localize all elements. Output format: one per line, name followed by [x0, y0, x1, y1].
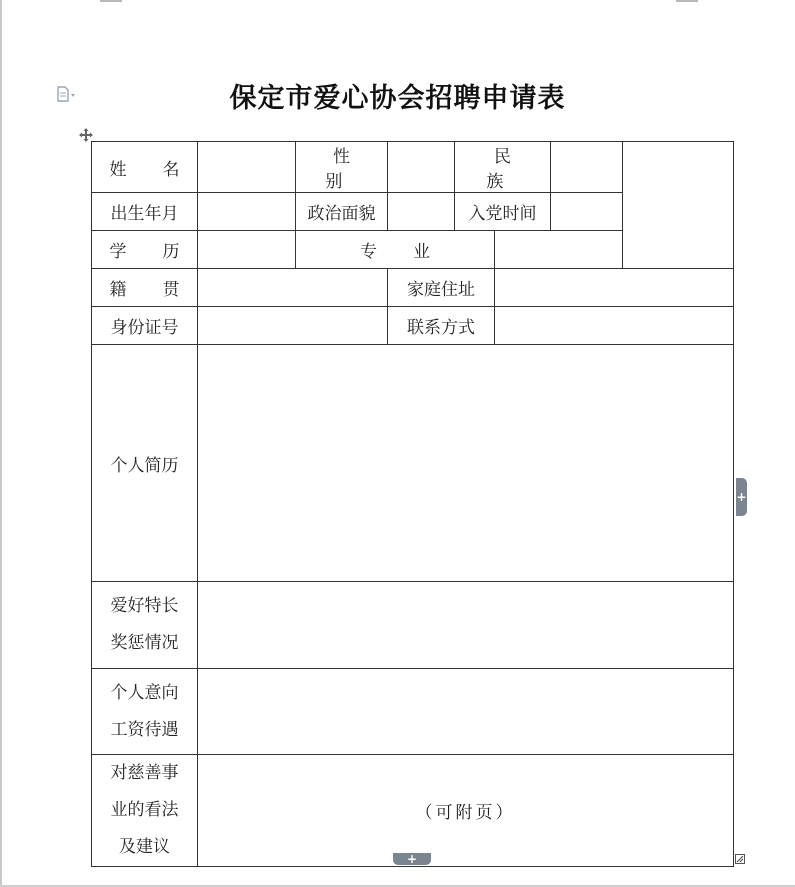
photo-cell[interactable]: [623, 142, 734, 269]
birth-label: 出生年月: [92, 193, 198, 231]
id-field[interactable]: [198, 307, 388, 345]
add-row-button[interactable]: +: [393, 853, 431, 865]
charity-label-line3: 及建议: [119, 837, 170, 857]
origin-field[interactable]: [198, 269, 388, 307]
education-field[interactable]: [198, 231, 296, 269]
application-form-table: [91, 141, 734, 867]
table-resize-icon[interactable]: [735, 854, 745, 864]
charity-label-line1: 对慈善事: [110, 763, 179, 783]
major-field[interactable]: [495, 231, 623, 269]
birth-field[interactable]: [198, 193, 296, 231]
contact-field[interactable]: [495, 307, 734, 345]
margin-mark-left: [100, 0, 122, 2]
charity-field[interactable]: [198, 755, 734, 867]
intent-label-line2: 工资待遇: [110, 719, 179, 740]
gender-label: 性 别: [296, 142, 388, 193]
origin-label: 籍 贯: [92, 269, 198, 307]
gender-field[interactable]: [388, 142, 455, 193]
political-field[interactable]: [388, 193, 455, 231]
charity-label: [92, 755, 198, 867]
name-field[interactable]: [198, 142, 296, 193]
party-field[interactable]: [551, 193, 623, 231]
address-label: 家庭住址: [388, 269, 495, 307]
margin-mark-right: [676, 0, 698, 2]
political-label: 政治面貌: [296, 193, 388, 231]
address-field[interactable]: [495, 269, 734, 307]
ethnicity-label: 民 族: [455, 142, 551, 193]
education-label: 学 历: [92, 231, 198, 269]
hobby-label-line2: 奖惩情况: [110, 633, 179, 653]
party-label: 入党时间: [455, 193, 551, 231]
intent-field[interactable]: [198, 669, 734, 755]
name-label: 姓 名: [92, 142, 198, 193]
hobby-label: [92, 582, 198, 669]
intent-label: [92, 669, 198, 755]
add-column-button[interactable]: +: [736, 478, 747, 516]
charity-label-line2: 业的看法: [110, 800, 179, 820]
ethnicity-field[interactable]: [551, 142, 623, 193]
attach-note: （可附页）: [415, 803, 516, 823]
left-edge: [0, 0, 2, 887]
contact-label: 联系方式: [388, 307, 495, 345]
id-label: 身份证号: [92, 307, 198, 345]
hobby-field[interactable]: [198, 582, 734, 669]
resume-label: 个人简历: [92, 345, 198, 582]
major-label: 专 业: [296, 231, 495, 269]
hobby-label-line1: 爱好特长: [110, 596, 179, 616]
page-title: 保定市爱心协会招聘申请表: [229, 83, 566, 114]
intent-label-line1: 个人意向: [110, 682, 179, 703]
resume-field[interactable]: [198, 345, 734, 582]
